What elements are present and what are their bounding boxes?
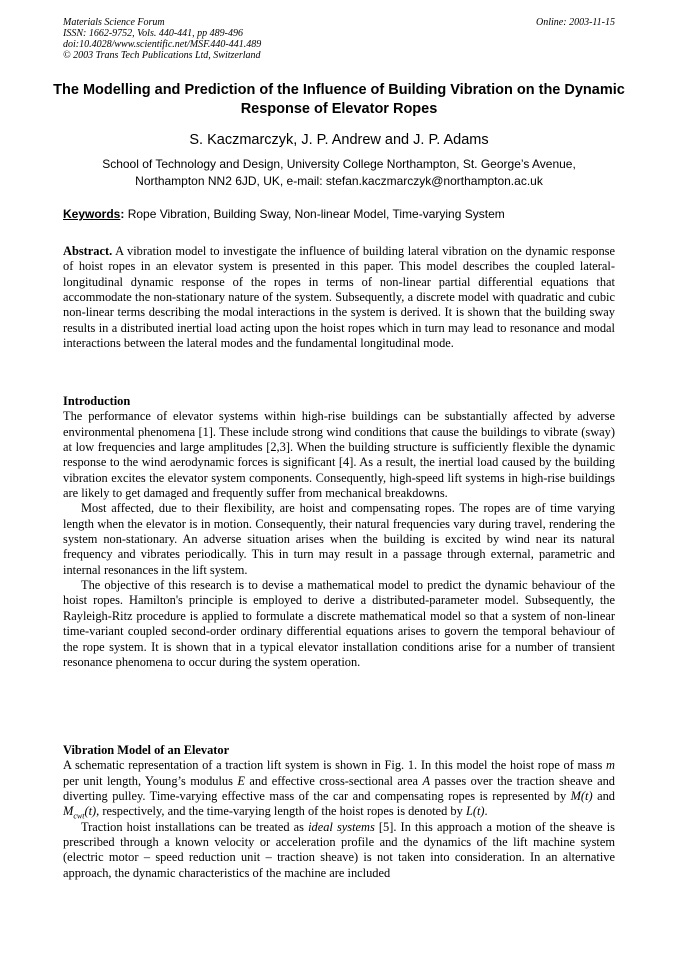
vm-p1-text-c: and effective cross-sectional area (244, 773, 423, 788)
abstract-text: A vibration model to investigate the influence of building lateral vibration on the dynamic response of hoist ropes in an elevator system is presented in this paper. This model describes the coupled lateral-longitudinal dynamic response of the ropes in terms of non-linear partial differential equations that accommodate the non-stationary nature of the system. Subsequently, a discrete model with quadratic and cubic non-linear terms describing the modal interactions in the system is derived. It is shown that the building sway results in a distributed inertial load acting upon the hoist ropes which in turn may lead to resonance and modal interactions between the lateral modes and the fundamental longitudinal mode. (63, 244, 615, 351)
symbol-Mcwt (63, 804, 100, 821)
journal-header (63, 17, 261, 61)
introduction-section (63, 394, 615, 670)
vm-p1-text-f: respectively, and the time-varying length of the hoist ropes is denoted by (99, 804, 466, 819)
doi-line: doi:10.4028/www.scientific.net/MSF.440-441.489 (63, 39, 262, 50)
symbol-Mcwt-sub: cwt (73, 811, 85, 821)
abstract-section (63, 244, 615, 351)
issn-line: ISSN: 1662-9752, Vols. 440-441, pp 489-496 (63, 28, 243, 39)
vm-p1-text-e: and (592, 789, 615, 804)
symbol-Lt: L(t) (465, 804, 485, 819)
vibration-model-heading: Vibration Model of an Elevator (63, 743, 230, 757)
affiliation-line-2: Northampton NN2 6JD, UK, e-mail: stefan.kaczmarczyk@northampton.ac.uk (135, 174, 543, 188)
journal-name: Materials Science Forum (63, 17, 165, 28)
affiliation-line-1: School of Technology and Design, University College Northampton, St. George’s Avenue, (102, 157, 576, 171)
vm-p1-text-a: A schematic representation of a traction lift system is shown in Fig. 1. In this model the hoist rope of mass (63, 758, 607, 773)
keywords-text: Rope Vibration, Building Sway, Non-linear Model, Time-varying System (124, 207, 505, 221)
vm-p1-text-b: per unit length, Young’s modulus (63, 773, 238, 788)
keywords-label: Keywords (63, 207, 121, 221)
symbol-E: E (237, 773, 245, 788)
symbol-Mt: M(t) (570, 789, 593, 804)
intro-paragraph-2: Most affected, due to their flexibility, are hoist and compensating ropes. The ropes are of time varying length when the elevator is in motion. Consequently, their natural frequencies vary during travel, rendering the system non-stationary. An adverse situation arises when the building is excited by wind near its natural frequency and vibrates periodically. This in turn may result in a passage through external, parametric and internal resonances in the lift system. (63, 501, 615, 577)
abstract-label: Abstract. (63, 244, 113, 258)
keywords-colon: : (120, 207, 125, 221)
affiliation (40, 156, 638, 190)
symbol-m: m (606, 758, 615, 773)
symbol-Mcwt-tail: (t), (84, 804, 100, 819)
paper-title: The Modelling and Prediction of the Influence of Building Vibration on the Dynamic Response of Elevator Ropes (53, 82, 625, 117)
intro-paragraph-3: The objective of this research is to devise a mathematical model to predict the dynamic behaviour of the hoist ropes. Hamilton's principle is employed to derive a distributed-parameter model. Subsequently, the Rayleigh-Ritz procedure is applied to formulate a discrete mathematical model so that a system of non-linear time-variant coupled second-order ordinary differential equations arises to govern the temporal behaviour of the rope system. It is shown that in a typical elevator installation conditions arise for a number of transient resonance phenomena to occur during the system operation. (63, 578, 615, 669)
intro-paragraph-1: The performance of elevator systems within high-rise buildings can be substantially affected by adverse environmental phenomena [1]. These include strong wind conditions that cause the buildings to vibrate (sway) at low frequencies and large amplitudes [2,3]. When the building structure is sufficiently flexible the dynamic response to the wind aerodynamic forces is significant [4]. As a result, the inertial load caused by the building vibration excites the elevator system components. Consequently, high-speed lift systems in high-rise buildings are likely to get damaged and frequently suffer from mechanical breakdowns. (63, 409, 615, 501)
symbol-A: A (422, 773, 431, 788)
introduction-heading: Introduction (63, 394, 131, 408)
keywords (63, 207, 623, 222)
vm-paragraph-2 (63, 820, 615, 881)
vm-p1-text-g: . (484, 804, 488, 819)
symbol-Mcwt-base: M (63, 804, 74, 819)
online-date: Online: 2003-11-15 (536, 17, 615, 28)
abstract-paragraph (63, 244, 615, 351)
vm-p1-text-d: passes over the traction sheave and diverting pulley. Time-varying effective mass of the car and compensating ropes is represented by (63, 773, 615, 804)
vm-p2-text-b: [5]. In this approach a motion of the sheave is prescribed through a known velocity or acceleration profile and the dynamics of the lift machine system (electric motor – speed reduction unit – traction sheave) is not taken into consideration. In an alternative approach, the dynamic characteristics of the machine are included (63, 819, 615, 880)
vibration-model-section (63, 743, 615, 881)
paper-authors: S. Kaczmarczyk, J. P. Andrew and J. P. Adams (189, 132, 489, 148)
vm-paragraph-1 (63, 758, 615, 819)
vm-p2-text-a: Traction hoist installations can be treated as (81, 819, 309, 834)
copyright-line: © 2003 Trans Tech Publications Ltd, Switzerland (63, 50, 261, 61)
term-ideal-systems: ideal systems (308, 819, 375, 834)
